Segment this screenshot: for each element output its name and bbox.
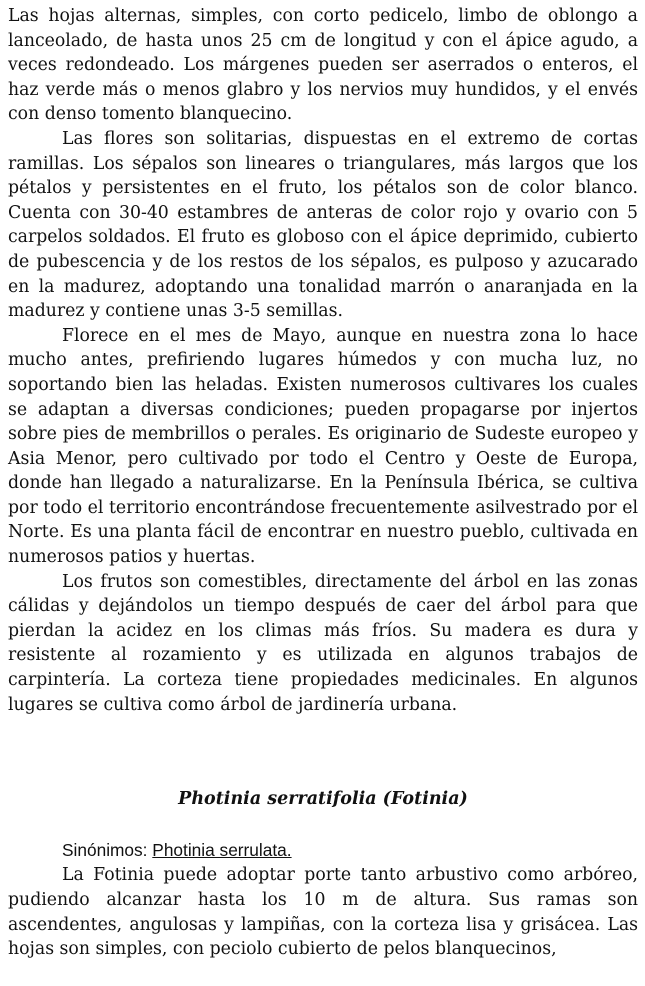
- paragraph-flowering: Florece en el mes de Mayo, aunque en nuestra zona lo hace mucho antes, prefiriendo lugares húmedos y con mucha luz, no soportando bien las heladas. Existen numerosos cultivares los cuales se adaptan a diversas condiciones; pueden propagarse por injertos sobre pies de membrillos o perales. Es originario de Sudeste europeo y Asia Menor, pero cultivado por todo el Centro y Oeste de Europa, donde han llegado a naturalizarse. En la Península Ibérica, se cultiva por todo el territorio encontrándose frecuentemente asilvestrado por el Norte. Es una planta fácil de encontrar en nuestro pueblo, cultivada en numerosos patios y huertas.: [8, 325, 638, 568]
- section-spacer: [8, 717, 638, 787]
- synonyms-label: Sinónimos:: [62, 839, 153, 860]
- species-heading: Photinia serratifolia (Fotinia): [178, 789, 468, 810]
- document-page: [8, 4, 638, 962]
- synonyms-line: [8, 838, 638, 864]
- heading-spacer: [8, 812, 638, 838]
- paragraph-leaves: Las hojas alternas, simples, con corto pedicelo, limbo de oblongo a lanceolado, de hasta unos 25 cm de longitud y con el ápice agudo, a veces redondeado. Los márgenes pueden ser aserrados o enteros, el haz verde más o menos glabro y los nervios muy hundidos, y el envés con denso tomento blanquecino.: [8, 6, 638, 125]
- paragraph-fotinia: La Fotinia puede adoptar porte tanto arbustivo como arbóreo, pudiendo alcanzar hasta los 10 m de altura. Sus ramas son ascendentes, angulosas y lampiñas, con la corteza lisa y grisácea. Las hojas son simples, con peciolo cubierto de pelos blanquecinos,: [8, 865, 638, 960]
- synonyms-value: Photinia serrulata.: [152, 839, 292, 860]
- paragraph-fruits: Los frutos son comestibles, directamente del árbol en las zonas cálidas y dejándolos un tiempo después de caer del árbol para que pierdan la acidez en los climas más fríos. Su madera es dura y resistente al rozamiento y es utilizada en algunos trabajos de carpintería. La corteza tiene propiedades medicinales. En algunos lugares se cultiva como árbol de jardinería urbana.: [8, 571, 638, 715]
- paragraph-flowers: Las flores son solitarias, dispuestas en el extremo de cortas ramillas. Los sépalos son lineares o triangulares, más largos que los pétalos y persistentes en el fruto, los pétalos son de color blanco. Cuenta con 30-40 estambres de anteras de color rojo y ovario con 5 carpelos soldados. El fruto es globoso con el ápice deprimido, cubierto de pubescencia y de los restos de los sépalos, es pulposo y azucarado en la madurez, adoptando una tonalidad marrón o anaranjada en la madurez y contiene unas 3-5 semillas.: [8, 128, 638, 322]
